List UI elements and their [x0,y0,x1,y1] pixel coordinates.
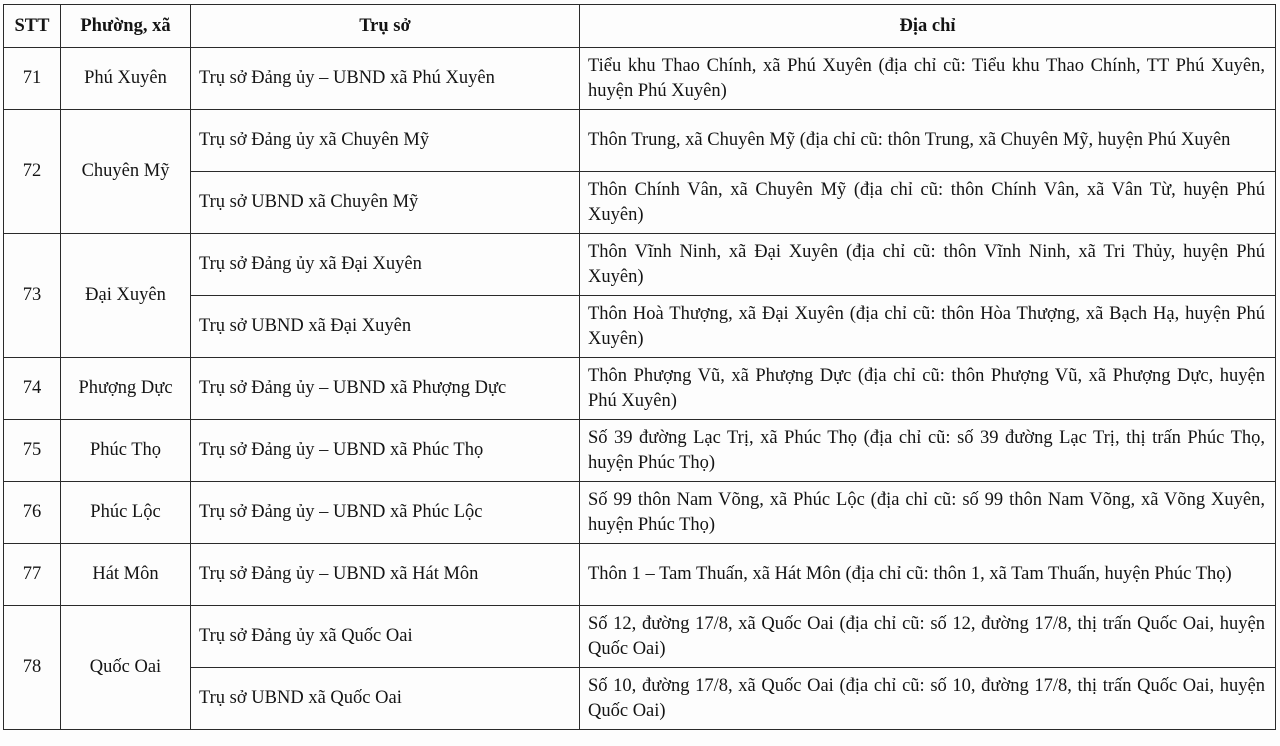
stt-cell: 72 [4,110,61,234]
address-cell: Thôn Vĩnh Ninh, xã Đại Xuyên (địa chỉ cũ: thôn Vĩnh Ninh, xã Tri Thủy, huyện Phú Xuyên) [580,234,1276,296]
ward-cell: Hát Môn [61,544,191,606]
address-cell: Thôn Phượng Vũ, xã Phượng Dực (địa chỉ cũ: thôn Phượng Vũ, xã Phượng Dực, huyện Phú Xuyên) [580,358,1276,420]
office-cell: Trụ sở Đảng ủy xã Chuyên Mỹ [191,110,580,172]
address-cell: Số 39 đường Lạc Trị, xã Phúc Thọ (địa chỉ cũ: số 39 đường Lạc Trị, thị trấn Phúc Thọ, huyện Phúc Thọ) [580,420,1276,482]
office-cell: Trụ sở Đảng ủy xã Đại Xuyên [191,234,580,296]
table-row [4,420,1276,482]
table-row [4,668,1276,730]
stt-cell: 75 [4,420,61,482]
stt-cell: 74 [4,358,61,420]
ward-cell: Phúc Thọ [61,420,191,482]
address-cell: Số 10, đường 17/8, xã Quốc Oai (địa chỉ cũ: số 10, đường 17/8, thị trấn Quốc Oai, huyện Quốc Oai) [580,668,1276,730]
stt-cell: 78 [4,606,61,730]
ward-cell: Quốc Oai [61,606,191,730]
office-cell: Trụ sở Đảng ủy – UBND xã Phúc Thọ [191,420,580,482]
address-cell: Số 99 thôn Nam Võng, xã Phúc Lộc (địa chỉ cũ: số 99 thôn Nam Võng, xã Võng Xuyên, huyện Phúc Thọ) [580,482,1276,544]
office-cell: Trụ sở Đảng ủy – UBND xã Phúc Lộc [191,482,580,544]
ward-cell: Phú Xuyên [61,48,191,110]
header-stt: STT [4,5,61,48]
office-cell: Trụ sở UBND xã Quốc Oai [191,668,580,730]
office-cell: Trụ sở UBND xã Chuyên Mỹ [191,172,580,234]
table-row [4,48,1276,110]
office-address-table [3,4,1276,730]
address-cell: Thôn Hoà Thượng, xã Đại Xuyên (địa chỉ cũ: thôn Hòa Thượng, xã Bạch Hạ, huyện Phú Xuyên) [580,296,1276,358]
table-row [4,296,1276,358]
table-row [4,234,1276,296]
office-cell: Trụ sở Đảng ủy xã Quốc Oai [191,606,580,668]
office-cell: Trụ sở Đảng ủy – UBND xã Hát Môn [191,544,580,606]
office-cell: Trụ sở UBND xã Đại Xuyên [191,296,580,358]
table-row [4,110,1276,172]
stt-cell: 73 [4,234,61,358]
table-row [4,172,1276,234]
address-cell: Thôn Trung, xã Chuyên Mỹ (địa chỉ cũ: thôn Trung, xã Chuyên Mỹ, huyện Phú Xuyên [580,110,1276,172]
office-cell: Trụ sở Đảng ủy – UBND xã Phú Xuyên [191,48,580,110]
header-office: Trụ sở [191,5,580,48]
header-ward: Phường, xã [61,5,191,48]
stt-cell: 76 [4,482,61,544]
ward-cell: Chuyên Mỹ [61,110,191,234]
table-row [4,358,1276,420]
table-row [4,544,1276,606]
ward-cell: Phúc Lộc [61,482,191,544]
table-row [4,482,1276,544]
address-cell: Thôn Chính Vân, xã Chuyên Mỹ (địa chỉ cũ: thôn Chính Vân, xã Vân Từ, huyện Phú Xuyên) [580,172,1276,234]
stt-cell: 71 [4,48,61,110]
stt-cell: 77 [4,544,61,606]
ward-cell: Đại Xuyên [61,234,191,358]
ward-cell: Phượng Dực [61,358,191,420]
table-body [4,48,1276,730]
address-cell: Thôn 1 – Tam Thuấn, xã Hát Môn (địa chỉ cũ: thôn 1, xã Tam Thuấn, huyện Phúc Thọ) [580,544,1276,606]
address-cell: Tiểu khu Thao Chính, xã Phú Xuyên (địa chỉ cũ: Tiểu khu Thao Chính, TT Phú Xuyên, huyện Phú Xuyên) [580,48,1276,110]
address-cell: Số 12, đường 17/8, xã Quốc Oai (địa chỉ cũ: số 12, đường 17/8, thị trấn Quốc Oai, huyện Quốc Oai) [580,606,1276,668]
office-cell: Trụ sở Đảng ủy – UBND xã Phượng Dực [191,358,580,420]
table-row [4,606,1276,668]
header-address: Địa chỉ [580,5,1276,48]
